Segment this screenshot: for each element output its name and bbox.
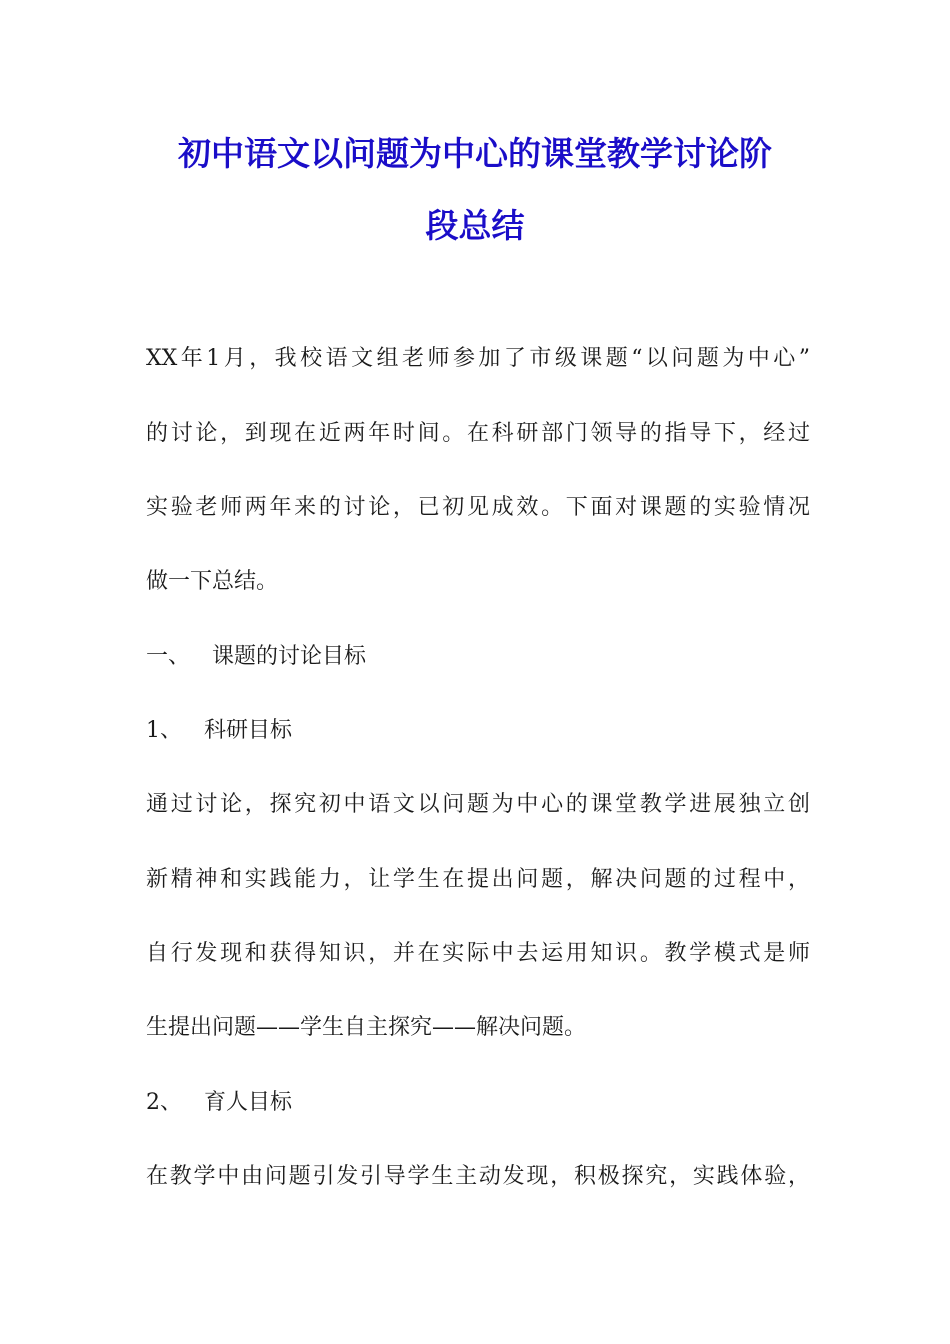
intro-line-2: 的讨论，到现在近两年时间。在科研部门领导的指导下，经过 bbox=[146, 421, 810, 446]
subsection-1-line-1: 通过讨论，探究初中语文以问题为中心的课堂教学进展独立创 bbox=[146, 792, 810, 817]
subsection-1-heading bbox=[146, 716, 292, 746]
section-1-number: 一、 bbox=[146, 644, 191, 669]
intro-line-3: 实验老师两年来的讨论，已初见成效。下面对课题的实验情况 bbox=[146, 495, 810, 520]
document-title-line-2: 段总结 bbox=[425, 206, 525, 245]
subsection-2-heading bbox=[146, 1088, 292, 1118]
section-1-heading bbox=[146, 642, 366, 672]
document-title-line-1: 初中语文以问题为中心的课堂教学讨论阶 bbox=[178, 134, 772, 173]
subsection-1-line-3: 自行发现和获得知识，并在实际中去运用知识。教学模式是师 bbox=[146, 941, 810, 966]
subsection-1-number: 1、 bbox=[146, 718, 182, 743]
intro-line-1: XX年1月，我校语文组老师参加了市级课题“以问题为中心” bbox=[146, 346, 810, 371]
subsection-2-number: 2、 bbox=[146, 1090, 182, 1115]
subsection-2-title: 育人目标 bbox=[204, 1090, 293, 1115]
subsection-1-line-2: 新精神和实践能力，让学生在提出问题，解决问题的过程中， bbox=[146, 867, 810, 892]
subsection-1-line-4: 生提出问题——学生自主探究——解决问题。 bbox=[146, 1015, 587, 1040]
intro-line-4: 做一下总结。 bbox=[146, 569, 279, 594]
section-1-title: 课题的讨论目标 bbox=[212, 644, 367, 669]
subsection-2-line-1: 在教学中由问题引发引导学生主动发现，积极探究，实践体验， bbox=[146, 1164, 810, 1189]
subsection-1-title: 科研目标 bbox=[204, 718, 293, 743]
